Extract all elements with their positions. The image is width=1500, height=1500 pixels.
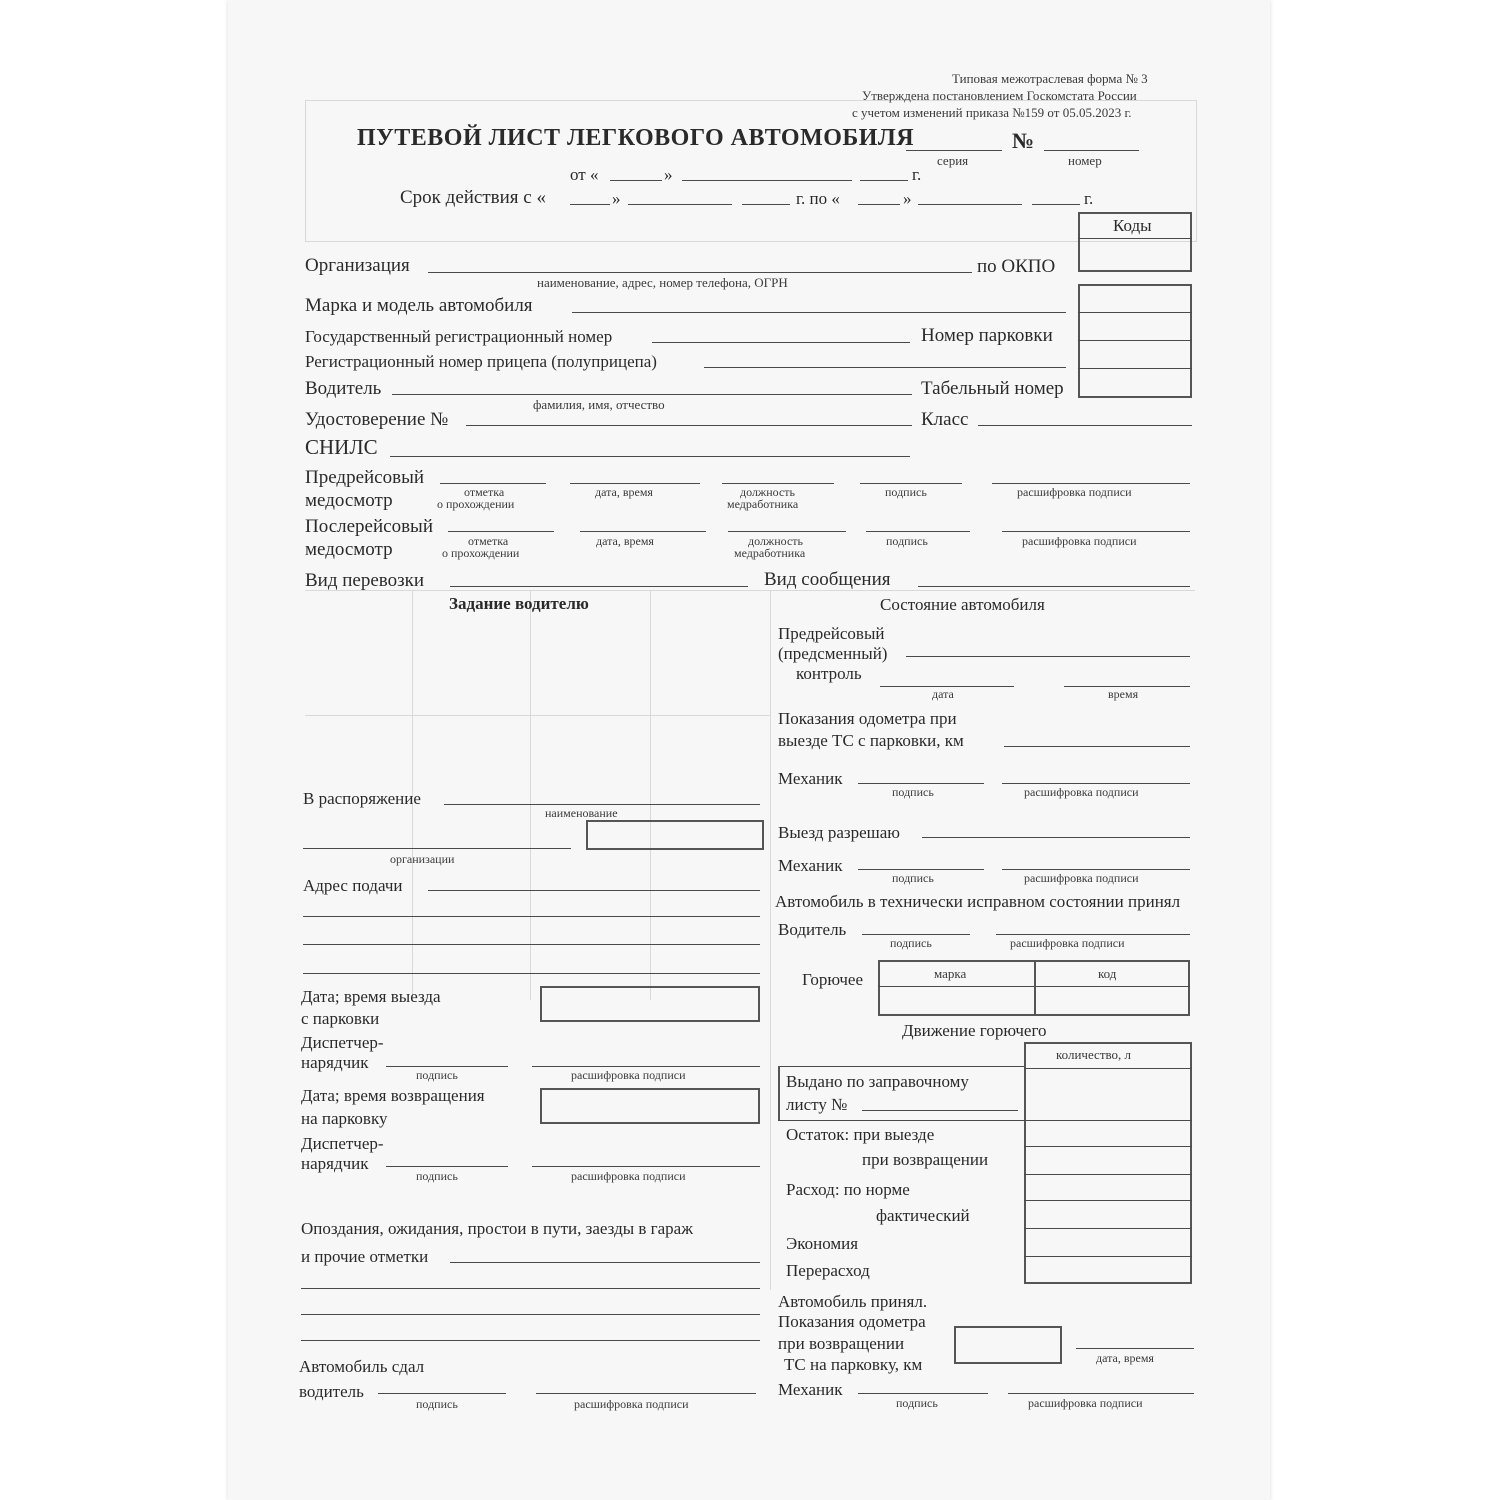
disposal-name-hint: наименование: [545, 806, 618, 820]
dispatcher-label: Диспетчер-: [301, 1033, 384, 1052]
car-model-label: Марка и модель автомобиля: [305, 295, 533, 316]
transport-type-field[interactable]: [450, 586, 748, 587]
return-datetime-label-2: на парковку: [301, 1109, 388, 1128]
series-field[interactable]: [906, 150, 1002, 151]
date-month-field[interactable]: [682, 180, 852, 181]
task-title: Задание водителю: [449, 594, 589, 613]
control-label-3: контроль: [796, 664, 862, 683]
disposal-org-hint: организации: [390, 852, 455, 866]
economy-label: Экономия: [786, 1234, 859, 1253]
post-medical-signature-field[interactable]: [866, 531, 970, 532]
address-field-3[interactable]: [303, 944, 760, 945]
validity-from-year-field[interactable]: [742, 204, 790, 205]
trailer-number-label: Регистрационный номер прицепа (полуприцепа): [305, 352, 657, 371]
dispatcher-decoding-field[interactable]: [532, 1066, 760, 1067]
pre-mark-hint-2: о прохождении: [437, 497, 515, 511]
delays-field-2[interactable]: [301, 1288, 760, 1289]
class-label: Класс: [921, 409, 969, 430]
pre-position-hint-2: медработника: [727, 497, 799, 511]
handed-signature-field[interactable]: [378, 1393, 506, 1394]
dispatcher-decoding-hint: расшифровка подписи: [571, 1068, 686, 1082]
validity-to-day-field[interactable]: [858, 204, 900, 205]
pre-medical-label-2: медосмотр: [305, 490, 393, 511]
series-label: серия: [937, 153, 969, 168]
number-label: номер: [1068, 153, 1102, 168]
control-date-hint: дата: [932, 687, 954, 701]
fuel-row-divider: [1024, 1174, 1192, 1175]
dispatcher-signature-hint: подпись: [416, 1068, 458, 1082]
driver-accept-decoding-field[interactable]: [996, 934, 1190, 935]
organization-label: Организация: [305, 255, 410, 276]
transport-type-label: Вид перевозки: [305, 570, 425, 591]
post-medical-datetime-field[interactable]: [580, 531, 706, 532]
issued-label: Выдано по заправочному: [786, 1072, 969, 1091]
show-through-line: [305, 590, 1195, 591]
date-day-field[interactable]: [610, 180, 662, 181]
show-through-line: [305, 715, 770, 716]
mechanic-return-signature-hint: подпись: [896, 1396, 938, 1410]
mechanic-return-label: Механик: [778, 1380, 843, 1399]
pre-medical-mark-field[interactable]: [440, 483, 546, 484]
delays-label: Опоздания, ожидания, простои в пути, заезды в гараж: [301, 1219, 693, 1238]
validity-label: Срок действия с «: [400, 187, 546, 208]
post-position-hint-2: медработника: [734, 546, 806, 560]
form-approval-line: Утверждена постановлением Госкомстата России: [862, 88, 1137, 103]
control-field[interactable]: [906, 656, 1190, 657]
fuel-movement-line: [778, 1066, 1024, 1067]
driver-accept-decoding-hint: расшифровка подписи: [1010, 936, 1125, 950]
disposal-field[interactable]: [444, 804, 760, 805]
delays-label-2: и прочие отметки: [301, 1247, 429, 1266]
dispatcher-return-label: Диспетчер-: [301, 1134, 384, 1153]
odo-return-label-3: ТС на парковку, км: [784, 1355, 923, 1374]
odometer-label-2: выезде ТС с парковки, км: [778, 731, 964, 750]
fuel-row-divider: [1024, 1068, 1192, 1069]
accepted-ok-label: Автомобиль в технически исправном состоянии принял: [775, 892, 1181, 911]
snils-field[interactable]: [390, 456, 910, 457]
fuel-quantity-table: [1024, 1042, 1192, 1284]
pre-medical-signature-field[interactable]: [860, 483, 962, 484]
handed-signature-hint: подпись: [416, 1397, 458, 1411]
page-title: ПУТЕВОЙ ЛИСТ ЛЕГКОВОГО АВТОМОБИЛЯ: [357, 125, 915, 151]
show-through-line: [530, 590, 531, 1000]
issued-sheet-number-field[interactable]: [862, 1110, 1018, 1111]
exit-allowed-field[interactable]: [922, 837, 1190, 838]
depart-datetime-label: Дата; время выезда: [301, 987, 441, 1006]
address-field-1[interactable]: [428, 890, 760, 891]
mechanic-exit-decoding-hint: расшифровка подписи: [1024, 871, 1139, 885]
odometer-label: Показания одометра при: [778, 709, 957, 728]
odo-return-datetime-field[interactable]: [1076, 1348, 1194, 1349]
post-medical-mark-field[interactable]: [448, 531, 554, 532]
remain-return-label: при возвращении: [862, 1150, 989, 1169]
fuel-quantity-header: количество, л: [1056, 1047, 1132, 1062]
control-label: Предрейсовый: [778, 624, 885, 643]
handed-decoding-hint: расшифровка подписи: [574, 1397, 689, 1411]
depart-datetime-label-2: с парковки: [301, 1009, 380, 1028]
license-label: Удостоверение №: [305, 409, 449, 430]
show-through-line: [770, 590, 771, 1290]
mechanic-exit-signature-hint: подпись: [892, 871, 934, 885]
post-medical-position-field[interactable]: [728, 531, 846, 532]
mechanic-return-decoding-hint: расшифровка подписи: [1028, 1396, 1143, 1410]
codes-divider: [1078, 238, 1192, 239]
driver-accept-label: Водитель: [778, 920, 847, 939]
fuel-row-divider: [1024, 1256, 1192, 1257]
validity-close-quote: »: [612, 189, 621, 208]
address-label: Адрес подачи: [303, 876, 403, 895]
consumption-norm-label: Расход: по норме: [786, 1180, 910, 1199]
dispatcher-return-decoding-hint: расшифровка подписи: [571, 1169, 686, 1183]
pre-position-hint: должность: [740, 485, 795, 499]
organization-hint: наименование, адрес, номер телефона, ОГРН: [537, 275, 788, 290]
delays-field-1[interactable]: [450, 1262, 760, 1263]
show-through-grid: [305, 100, 1197, 242]
date-close-quote: »: [664, 165, 673, 184]
mechanic-exit-decoding-field[interactable]: [1002, 869, 1190, 870]
mechanic-signature-field[interactable]: [858, 783, 984, 784]
fuel-label: Горючее: [802, 970, 864, 989]
driver-accept-signature-hint: подпись: [890, 936, 932, 950]
okpo-label: по ОКПО: [977, 256, 1056, 277]
validity-close-quote-2: »: [903, 189, 912, 208]
post-medical-label: Послерейсовый: [305, 516, 433, 537]
pre-mark-hint: отметка: [464, 485, 505, 499]
form-amendment-line: с учетом изменений приказа №159 от 05.05.2023 г.: [852, 105, 1132, 120]
license-field[interactable]: [466, 425, 912, 426]
driver-label: Водитель: [305, 378, 382, 399]
fuel-row-divider: [1024, 1120, 1192, 1121]
fuel-table-divider-v: [1034, 960, 1036, 1016]
pre-decoding-hint: расшифровка подписи: [1017, 485, 1132, 499]
fuel-issued-border: [778, 1066, 780, 1120]
return-datetime-box[interactable]: [540, 1088, 760, 1124]
handed-label: Автомобиль сдал: [299, 1357, 425, 1376]
car-model-field[interactable]: [572, 312, 1066, 313]
address-field-4[interactable]: [303, 973, 760, 974]
control-label-2: (предсменный): [778, 644, 888, 663]
validity-to-year-field[interactable]: [1032, 204, 1080, 205]
date-year-mark: г.: [912, 165, 922, 184]
mechanic-return-signature-field[interactable]: [858, 1393, 988, 1394]
class-field[interactable]: [978, 425, 1192, 426]
odo-return-box[interactable]: [954, 1326, 1062, 1364]
disposal-org-field[interactable]: [303, 848, 571, 849]
post-medical-label-2: медосмотр: [305, 539, 393, 560]
date-year-field[interactable]: [860, 180, 908, 181]
issued-label-2: листу №: [786, 1095, 848, 1114]
dispatcher-signature-field[interactable]: [386, 1066, 508, 1067]
post-medical-decoding-field[interactable]: [1002, 531, 1190, 532]
post-position-hint: должность: [748, 534, 803, 548]
mechanic-return-decoding-field[interactable]: [1008, 1393, 1194, 1394]
number-sign: №: [1012, 128, 1035, 153]
address-field-2[interactable]: [303, 916, 760, 917]
message-type-label: Вид сообщения: [764, 569, 891, 590]
validity-to-month-field[interactable]: [918, 204, 1022, 205]
disposal-label: В распоряжение: [303, 789, 421, 808]
pre-signature-hint: подпись: [885, 485, 927, 499]
codes-divider: [1078, 312, 1192, 313]
exit-allowed-label: Выезд разрешаю: [778, 823, 900, 842]
fuel-issued-bottom: [778, 1120, 1024, 1121]
codes-divider: [1078, 368, 1192, 369]
post-datetime-hint: дата, время: [596, 534, 654, 548]
handed-decoding-field[interactable]: [536, 1393, 756, 1394]
disposal-code-box[interactable]: [586, 820, 764, 850]
pre-datetime-hint: дата, время: [595, 485, 653, 499]
show-through-line: [650, 590, 651, 1000]
validity-year-mark: г.: [1084, 189, 1094, 208]
dispatcher-return-signature-field[interactable]: [386, 1166, 508, 1167]
depart-datetime-box[interactable]: [540, 986, 760, 1022]
fuel-row-divider: [1024, 1200, 1192, 1201]
validity-from-day-field[interactable]: [570, 204, 610, 205]
state-title: Состояние автомобиля: [880, 595, 1045, 614]
consumption-actual-label: фактический: [876, 1206, 970, 1225]
organization-field[interactable]: [428, 272, 972, 273]
mechanic-exit-label: Механик: [778, 856, 843, 875]
trailer-number-field[interactable]: [704, 367, 1066, 368]
fuel-movement-title: Движение горючего: [902, 1021, 1047, 1040]
post-mark-hint: отметка: [468, 534, 509, 548]
mechanic-exit-signature-field[interactable]: [858, 869, 984, 870]
snils-label: СНИЛС: [305, 435, 378, 459]
odo-return-label: Показания одометра: [778, 1312, 926, 1331]
fuel-code-header: код: [1098, 966, 1117, 981]
mechanic-signature-hint: подпись: [892, 785, 934, 799]
mechanic-decoding-hint: расшифровка подписи: [1024, 785, 1139, 799]
date-from-label: от «: [570, 165, 599, 184]
pre-medical-position-field[interactable]: [722, 483, 834, 484]
validity-from-month-field[interactable]: [628, 204, 732, 205]
tab-number-label: Табельный номер: [921, 378, 1064, 399]
control-time-hint: время: [1108, 687, 1139, 701]
handed-label-2: водитель: [299, 1382, 364, 1401]
number-field[interactable]: [1044, 150, 1139, 151]
dispatcher-return-decoding-field[interactable]: [532, 1166, 760, 1167]
pre-medical-label: Предрейсовый: [305, 467, 425, 488]
driver-field[interactable]: [392, 394, 912, 395]
validity-to-label: г. по «: [796, 189, 840, 208]
driver-hint: фамилия, имя, отчество: [533, 397, 665, 412]
pre-medical-decoding-field[interactable]: [992, 483, 1190, 484]
form-type-line: Типовая межотраслевая форма № 3: [952, 71, 1148, 86]
odo-return-datetime-hint: дата, время: [1096, 1351, 1154, 1365]
reg-number-label: Государственный регистрационный номер: [305, 327, 613, 346]
post-mark-hint-2: о прохождении: [442, 546, 520, 560]
post-signature-hint: подпись: [886, 534, 928, 548]
parking-number-label: Номер парковки: [921, 325, 1053, 346]
remain-exit-label: Остаток: при выезде: [786, 1125, 935, 1144]
fuel-row-divider: [1024, 1146, 1192, 1147]
return-datetime-label: Дата; время возвращения: [301, 1086, 485, 1105]
pre-medical-datetime-field[interactable]: [570, 483, 700, 484]
reg-number-field[interactable]: [652, 342, 910, 343]
delays-field-3[interactable]: [301, 1314, 760, 1315]
dispatcher-label-2: нарядчик: [301, 1053, 369, 1072]
odo-return-label-2: при возвращении: [778, 1334, 905, 1353]
fuel-row-divider: [1024, 1228, 1192, 1229]
odometer-field[interactable]: [1004, 746, 1190, 747]
mechanic-label: Механик: [778, 769, 843, 788]
codes-divider: [1078, 340, 1192, 341]
dispatcher-return-label-2: нарядчик: [301, 1154, 369, 1173]
dispatcher-return-signature-hint: подпись: [416, 1169, 458, 1183]
overuse-label: Перерасход: [786, 1261, 870, 1280]
message-type-field[interactable]: [918, 586, 1190, 587]
driver-accept-signature-field[interactable]: [862, 934, 970, 935]
car-accepted-label: Автомобиль принял.: [778, 1292, 928, 1311]
post-decoding-hint: расшифровка подписи: [1022, 534, 1137, 548]
codes-box-lower: [1078, 284, 1192, 398]
codes-header: Коды: [1113, 216, 1152, 235]
delays-field-4[interactable]: [301, 1340, 760, 1341]
fuel-brand-header: марка: [934, 966, 967, 981]
mechanic-decoding-field[interactable]: [1002, 783, 1190, 784]
